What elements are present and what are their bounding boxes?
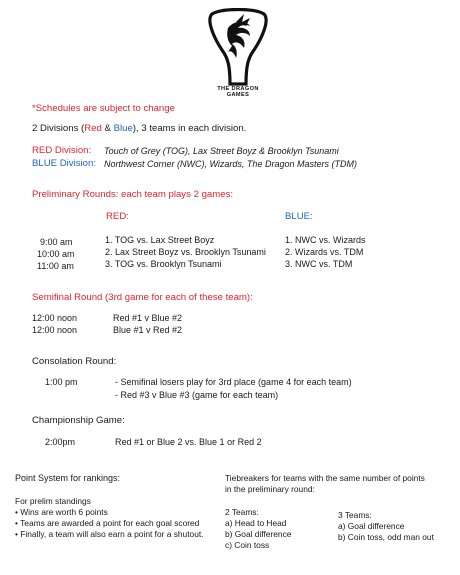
tiebreaker-two-teams-label: 2 Teams: [225,507,259,517]
semifinal-game: Blue #1 v Red #2 [113,325,183,335]
championship-game: Red #1 or Blue 2 vs. Blue 1 or Red 2 [115,437,262,447]
preliminary-red-header: RED: [106,211,129,222]
tiebreaker-two-teams-item: c) Coin toss [225,540,270,550]
prelim-blue-game: 1. NWC vs. Wizards [285,235,366,245]
semifinal-time: 12:00 noon [32,325,78,335]
tiebreakers-heading: Tiebreakers for teams with the same number of points [225,473,425,483]
semifinal-time: 12:00 noon [32,313,78,323]
points-item: • Finally, a team will also earn a point for a shutout. [15,529,204,539]
divisions-prefix: 2 Divisions ( [32,123,85,134]
points-heading: Point System for rankings: [15,473,121,483]
semifinal-heading: Semifinal Round (3rd game for each of these team): [32,292,253,303]
consolation-heading: Consolation Round: [32,356,117,367]
tiebreaker-three-teams-label: 3 Teams: [338,510,372,520]
dragon-lacrosse-head-logo [206,8,270,94]
prelim-red-game: 3. TOG vs. Brooklyn Tsunami [105,259,222,269]
tiebreakers-heading-line2: in the preliminary round: [225,484,315,494]
preliminary-blue-header: BLUE: [285,211,313,222]
prelim-blue-game: 3. NWC vs. TDM [285,259,353,269]
red-division-teams: Touch of Grey (TOG), Lax Street Boyz & Brooklyn Tsunami [104,146,339,156]
red-division-label: RED Division: [32,145,92,156]
prelim-red-game: 1. TOG vs. Lax Street Boyz [105,235,215,245]
prelim-time: 11:00 am [37,261,74,271]
tiebreaker-two-teams-item: b) Goal difference [225,529,292,539]
championship-heading: Championship Game: [32,415,125,426]
consolation-line: - Semifinal losers play for 3rd place (game 4 for each team) [115,377,352,387]
prelim-red-game: 2. Lax Street Boyz vs. Brooklyn Tsunami [105,247,266,257]
prelim-blue-game: 2. Wizards vs. TDM [285,247,364,257]
logo-brand-text: THE DRAGON GAMES [217,86,259,98]
blue-division-label: BLUE Division: [32,158,96,169]
tiebreaker-two-teams-item: a) Head to Head [225,518,287,528]
blue-division-teams: Northwest Corner (NWC), Wizards, The Dragon Masters (TDM) [104,159,357,169]
schedule-notice: *Schedules are subject to change [32,103,175,114]
divisions-blue-word: Blue [113,123,133,134]
divisions-amp: & [101,123,114,134]
semifinal-game: Red #1 v Blue #2 [113,313,183,323]
prelim-time: 9:00 am [40,237,73,247]
points-item: • Teams are awarded a point for each goal scored [15,518,200,528]
preliminary-heading: Preliminary Rounds: each team plays 2 games: [32,189,234,200]
divisions-suffix: ), 3 teams in each division. [132,123,247,134]
divisions-summary [32,123,246,134]
consolation-line: - Red #3 v Blue #3 (game for each team) [115,390,279,400]
points-item: • Wins are worth 6 points [15,507,108,517]
divisions-red-word: Red [84,123,102,134]
consolation-time: 1:00 pm [45,377,78,387]
prelim-time: 10:00 am [37,249,75,259]
tiebreaker-three-teams-item: b) Coin toss, odd man out [338,532,434,542]
tiebreaker-three-teams-item: a) Goal difference [338,521,405,531]
points-subheading: For prelim standings [15,496,91,506]
championship-time: 2:00pm [45,437,76,447]
